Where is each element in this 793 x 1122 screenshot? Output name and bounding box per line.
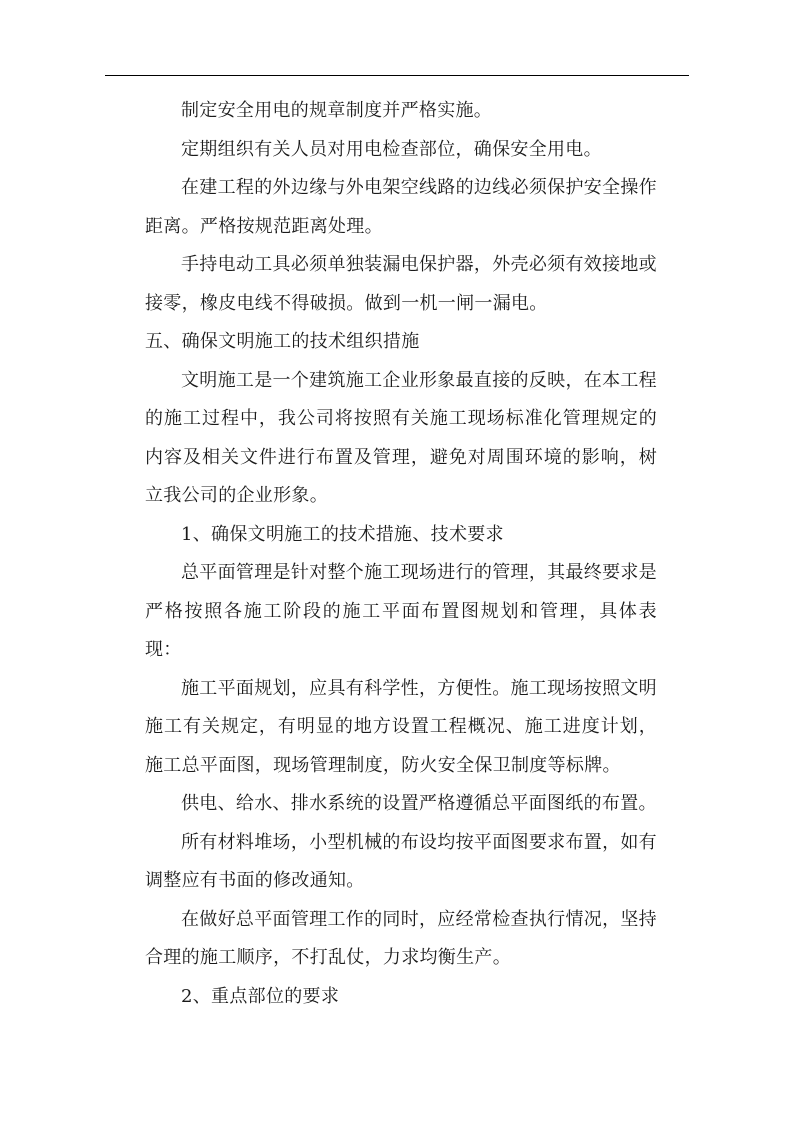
document-body xyxy=(145,92,657,1016)
paragraph: 供电、给水、排水系统的设置严格遵循总平面图纸的布置。 xyxy=(181,793,657,814)
paragraph: 在做好总平面管理工作的同时，应经常检查执行情况，坚持合理的施工顺序，不打乱仗，力求均衡生产。 xyxy=(145,908,657,968)
paragraph: 所有材料堆场，小型机械的布设均按平面图要求布置，如有调整应有书面的修改通知。 xyxy=(145,831,657,891)
paragraph: 定期组织有关人员对用电检查部位，确保安全用电。 xyxy=(181,138,602,160)
header-rule xyxy=(105,75,689,76)
section-heading: 五、确保文明施工的技术组织措施 xyxy=(145,331,420,352)
subsection-heading: 2、重点部位的要求 xyxy=(181,985,340,1007)
paragraph: 制定安全用电的规章制度并严格实施。 xyxy=(181,100,493,121)
paragraph: 总平面管理是针对整个施工现场进行的管理，其最终要求是严格按照各施工阶段的施工平面布置图规划和管理，具体表现： xyxy=(145,562,657,660)
paragraph: 在建工程的外边缘与外电架空线路的边线必须保护安全操作距离。严格按规范距离处理。 xyxy=(145,177,657,237)
paragraph: 手持电动工具必须单独装漏电保护器，外壳必须有效接地或接零，橡皮电线不得破损。做到一机一闸一漏电。 xyxy=(145,254,657,314)
paragraph: 文明施工是一个建筑施工企业形象最直接的反映，在本工程的施工过程中，我公司将按照有关施工现场标准化管理规定的内容及相关文件进行布置及管理，避免对周围环境的影响，树立我公司的企业形象。 xyxy=(145,369,657,506)
subsection-heading: 1、确保文明施工的技术措施、技术要求 xyxy=(181,523,504,545)
paragraph: 施工平面规划，应具有科学性，方便性。施工现场按照文明施工有关规定，有明显的地方设置工程概况、施工进度计划，施工总平面图，现场管理制度，防火安全保卫制度等标牌。 xyxy=(145,677,657,776)
